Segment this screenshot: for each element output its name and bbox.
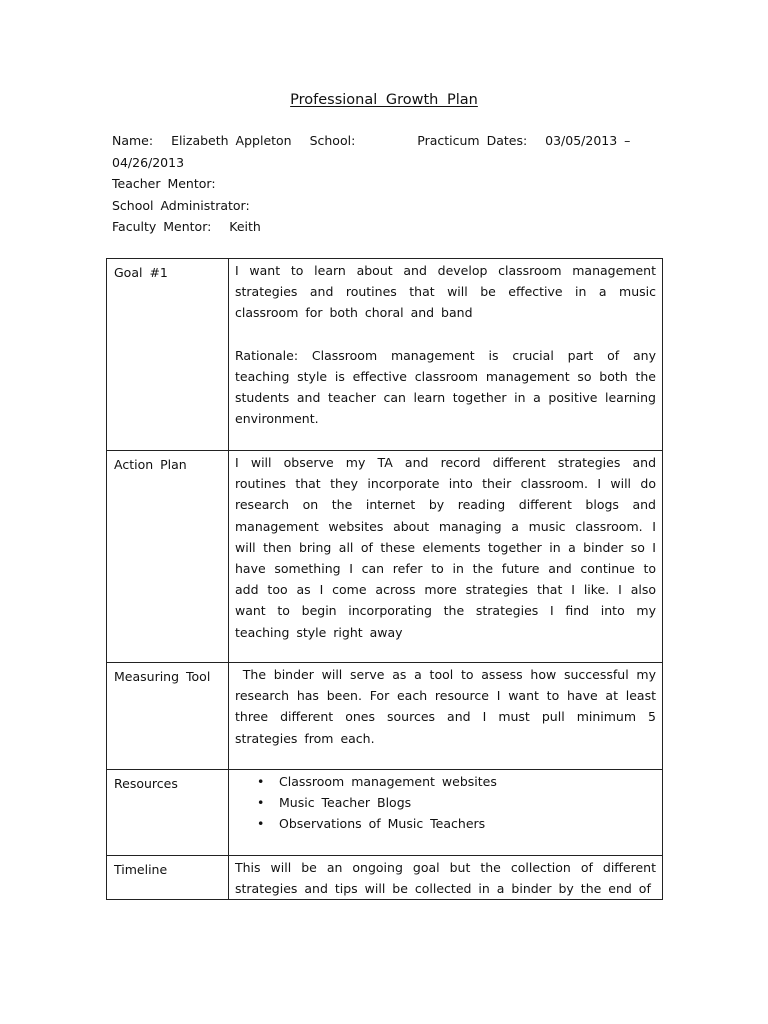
name-value: Elizabeth Appleton — [171, 133, 292, 148]
bullet-icon: • — [257, 795, 265, 811]
action-plan-cell — [229, 451, 663, 663]
action-plan-text: I will observe my TA and record different strategies and routines that they incorporate into their classroom. I will do research on the internet by reading different blogs and management websites about managing a music classroom. I will then bring all of these elements together in a binder so I have something I can refer to in the future and continue to add too as I come across more strategies that I like. I also want to begin incorporating the strategies I find into my teaching style right away — [235, 455, 656, 640]
timeline-text: This will be an ongoing goal but the collection of different strategies and tips will be collected in a binder by the end of — [235, 860, 656, 897]
school-administrator-row — [112, 195, 622, 217]
measuring-tool-text: The binder will serve as a tool to assess how successful my research has been. For each resource I want to have at least three different ones sources and I must pull minimum 5 strategies from each. — [235, 667, 663, 746]
goal-cell — [229, 259, 663, 451]
goal-text: I want to learn about and develop classroom management strategies and routines that will be effective in a music classroom for both choral and band — [235, 263, 656, 321]
growth-plan-table — [106, 258, 663, 900]
resource-item-text: Classroom management websites — [279, 774, 497, 789]
resource-item — [235, 792, 656, 813]
timeline-row — [107, 856, 663, 900]
timeline-cell — [229, 856, 663, 900]
faculty-mentor-row — [112, 216, 622, 238]
measuring-tool-row — [107, 663, 663, 770]
resource-item-text: Observations of Music Teachers — [279, 816, 486, 832]
name-label: Name: — [112, 133, 154, 148]
goal-row — [107, 259, 663, 451]
measuring-tool-cell — [229, 663, 663, 770]
teacher-mentor-label: Teacher Mentor: — [112, 176, 216, 191]
practicum-end-date: 04/26/2013 — [112, 154, 185, 170]
resource-item — [235, 813, 656, 834]
school-administrator-label: School Administrator: — [112, 197, 250, 213]
name-row — [112, 130, 631, 152]
teacher-mentor-row — [112, 173, 622, 195]
resources-row — [107, 770, 663, 856]
measuring-tool-label: Measuring Tool — [107, 663, 229, 770]
resources-label: Resources — [107, 770, 229, 856]
practicum-label: Practicum Dates: — [417, 133, 528, 148]
document-title-text: Professional Growth Plan — [290, 92, 478, 108]
goal-label: Goal #1 — [107, 259, 229, 451]
faculty-mentor-value: Keith — [229, 219, 261, 234]
bullet-icon: • — [257, 774, 265, 789]
resources-list — [235, 770, 656, 835]
practicum-start-date: 03/05/2013 – — [545, 133, 631, 148]
goal-rationale: Rationale: Classroom management is crucial part of any teaching style is effective classroom management so both the students and teacher can learn together in a positive learning environment. — [235, 347, 656, 427]
action-plan-row — [107, 451, 663, 663]
resource-item-text: Music Teacher Blogs — [279, 795, 412, 811]
timeline-label: Timeline — [107, 856, 229, 900]
resources-cell — [229, 770, 663, 856]
faculty-mentor-label: Faculty Mentor: — [112, 219, 212, 234]
resource-item — [235, 771, 656, 792]
practicum-end-row — [112, 152, 622, 174]
school-label: School: — [309, 133, 356, 148]
header-info — [112, 130, 631, 238]
action-plan-label: Action Plan — [107, 451, 229, 663]
bullet-icon: • — [257, 816, 265, 832]
document-title — [0, 92, 768, 108]
